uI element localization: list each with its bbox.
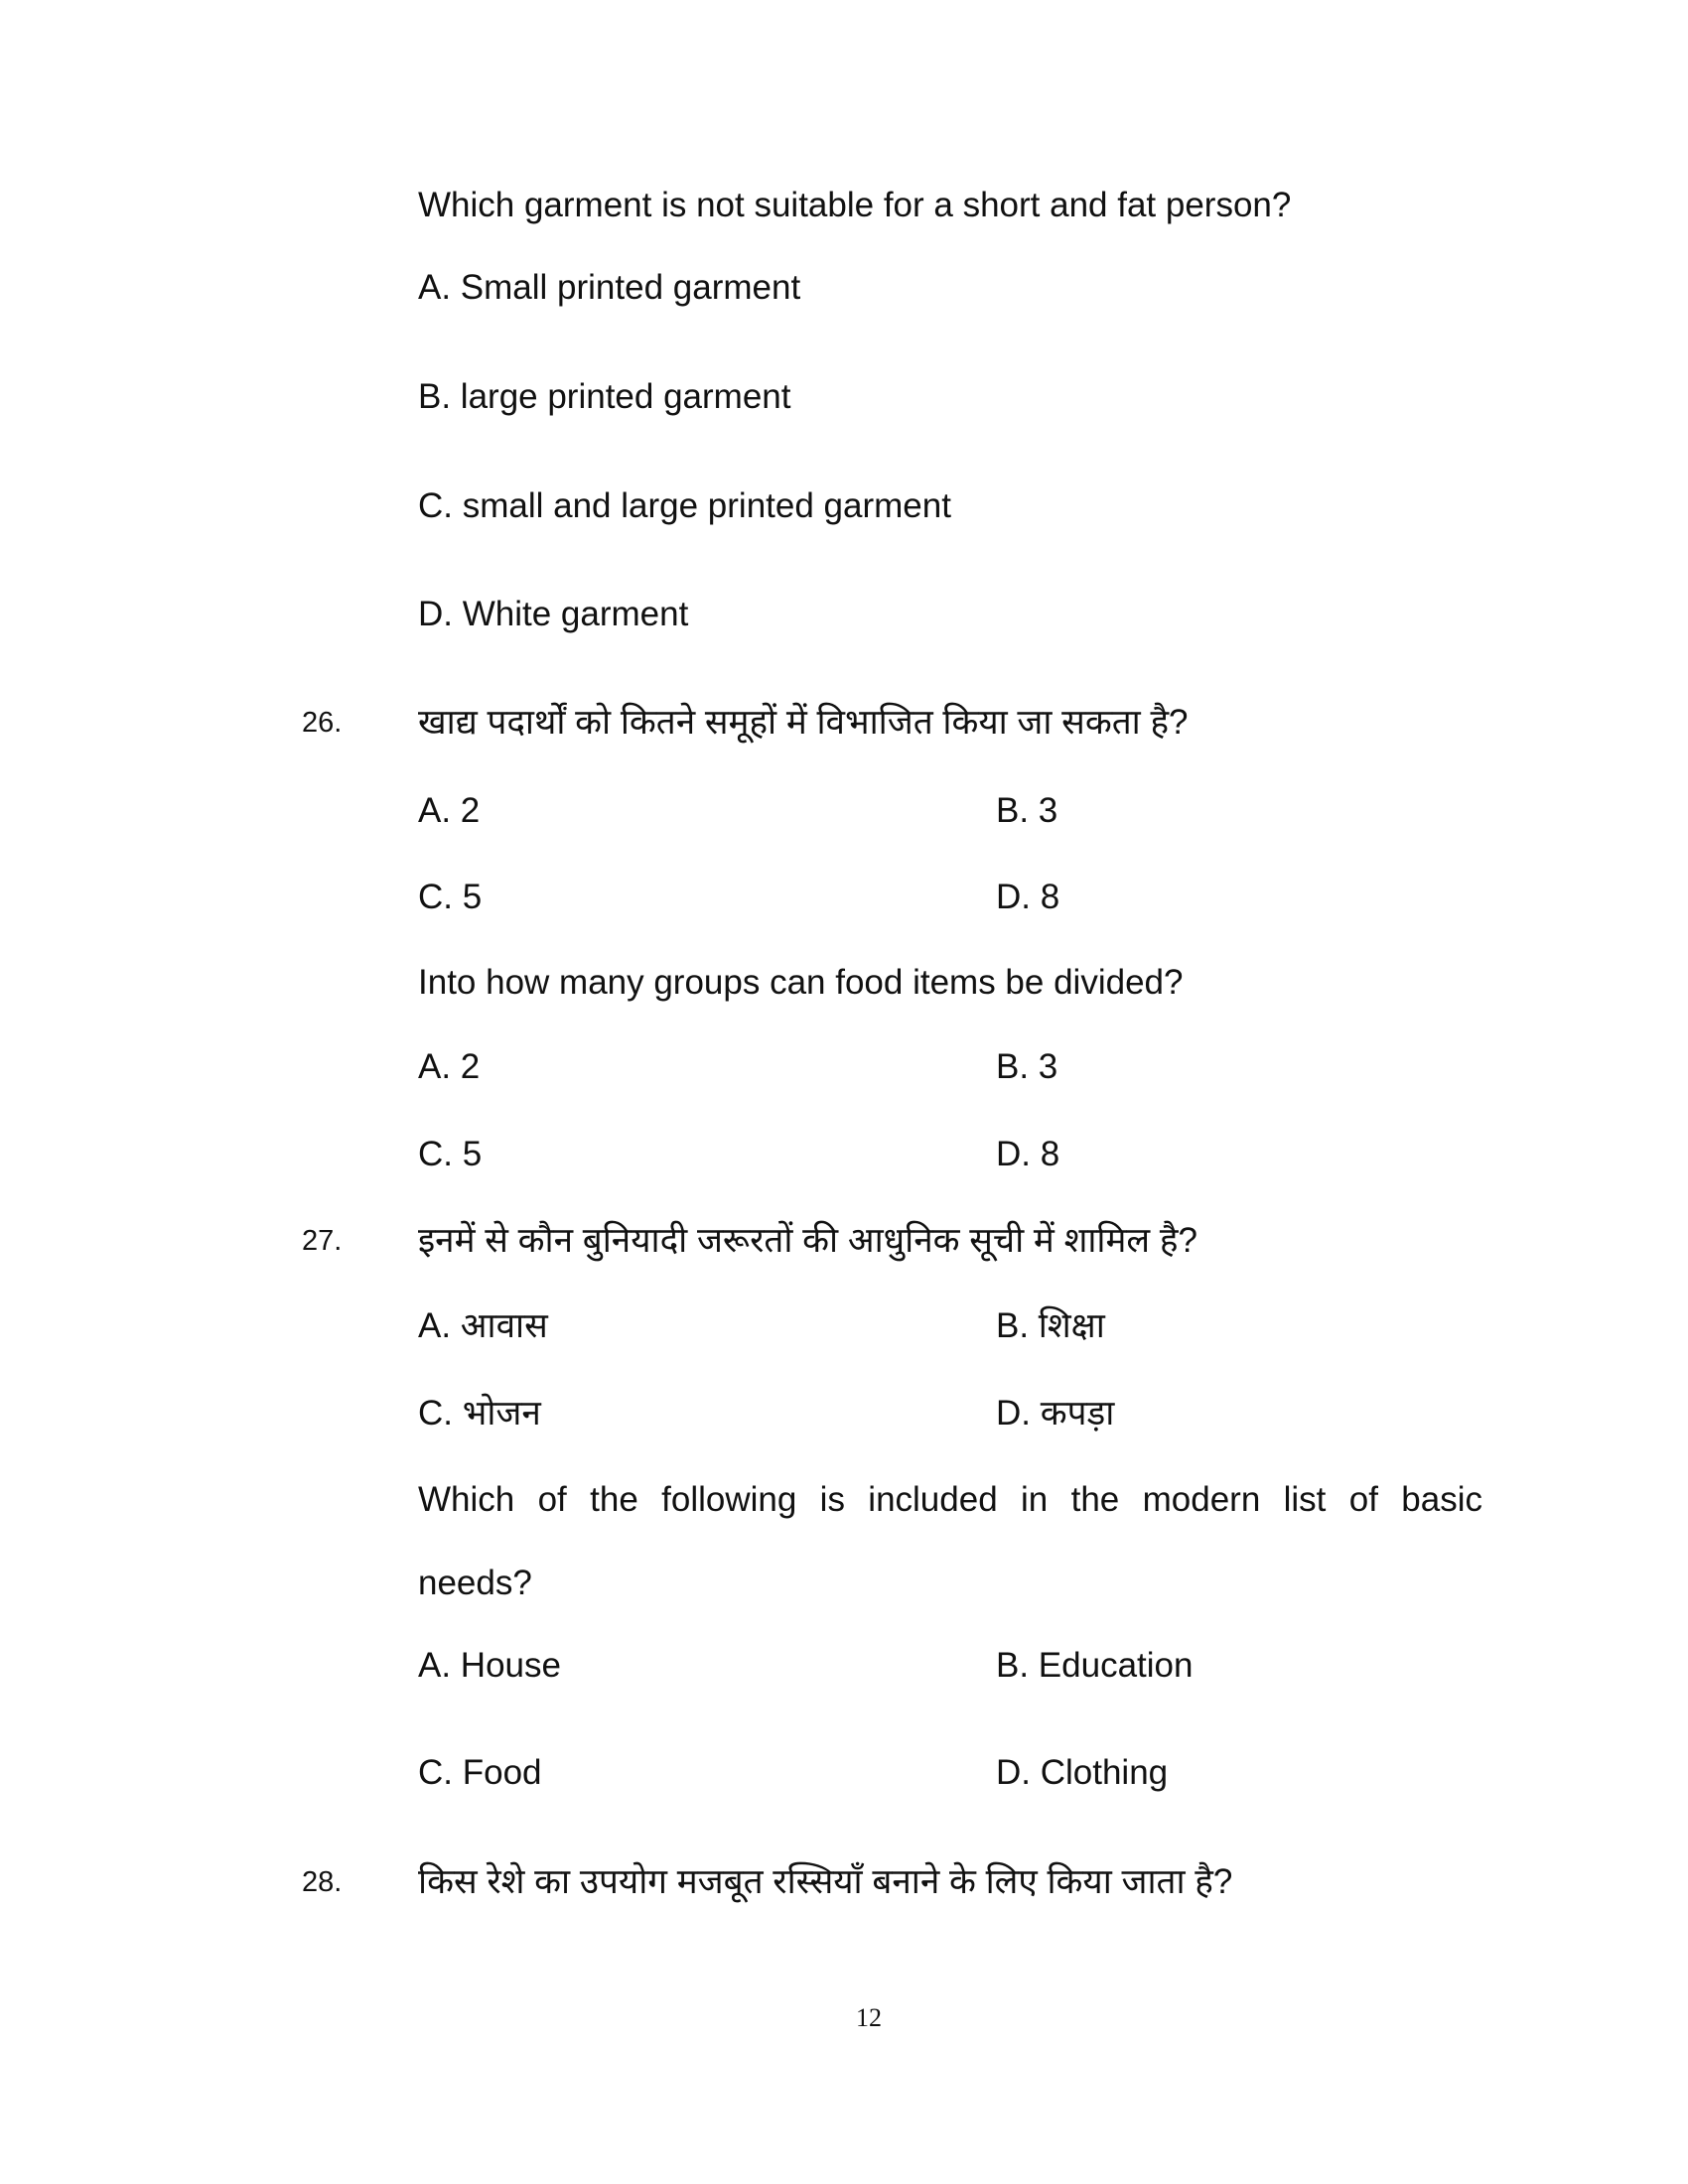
option-a-hindi: A. आवास — [418, 1306, 548, 1345]
question-text-english-line2: needs? — [418, 1564, 532, 1602]
option-c-hindi: C. भोजन — [418, 1394, 541, 1433]
option-c-hindi: C. 5 — [418, 878, 483, 916]
option-a: A. House — [418, 1646, 561, 1685]
option-b: B. large printed garment — [418, 377, 791, 416]
option-b: B. 3 — [996, 1047, 1058, 1086]
question-text-hindi: खाद्य पदार्थों को कितने समूहों में विभाजित किया जा सकता है? — [418, 703, 1189, 742]
option-b-hindi: B. 3 — [996, 791, 1058, 830]
option-c: C. Food — [418, 1753, 542, 1792]
question-text-hindi: इनमें से कौन बुनियादी जरूरतों की आधुनिक सूची में शामिल है? — [418, 1221, 1197, 1260]
option-d: D. Clothing — [996, 1753, 1169, 1792]
option-a: A. Small printed garment — [418, 268, 801, 307]
option-c: C. small and large printed garment — [418, 486, 951, 525]
question-number: 27. — [302, 1225, 343, 1257]
option-d: D. White garment — [418, 595, 689, 633]
option-d-hindi: D. 8 — [996, 878, 1060, 916]
question-number: 28. — [302, 1866, 343, 1898]
option-b-hindi: B. शिक्षा — [996, 1306, 1105, 1345]
question-number: 26. — [302, 707, 343, 739]
question-text: Which garment is not suitable for a short and fat person? — [418, 186, 1292, 224]
option-d: D. 8 — [996, 1135, 1060, 1173]
option-a-hindi: A. 2 — [418, 791, 481, 830]
page-number: 12 — [856, 2003, 882, 2032]
option-a: A. 2 — [418, 1047, 481, 1086]
question-text-english: Into how many groups can food items be divided? — [418, 963, 1184, 1002]
option-c: C. 5 — [418, 1135, 483, 1173]
option-b: B. Education — [996, 1646, 1194, 1685]
question-text-hindi: किस रेशे का उपयोग मजबूत रस्सियाँ बनाने के लिए किया जाता है? — [418, 1862, 1233, 1901]
question-text-english-line1: Which of the following is included in the modern list of basic — [418, 1480, 1482, 1519]
option-d-hindi: D. कपड़ा — [996, 1394, 1115, 1433]
